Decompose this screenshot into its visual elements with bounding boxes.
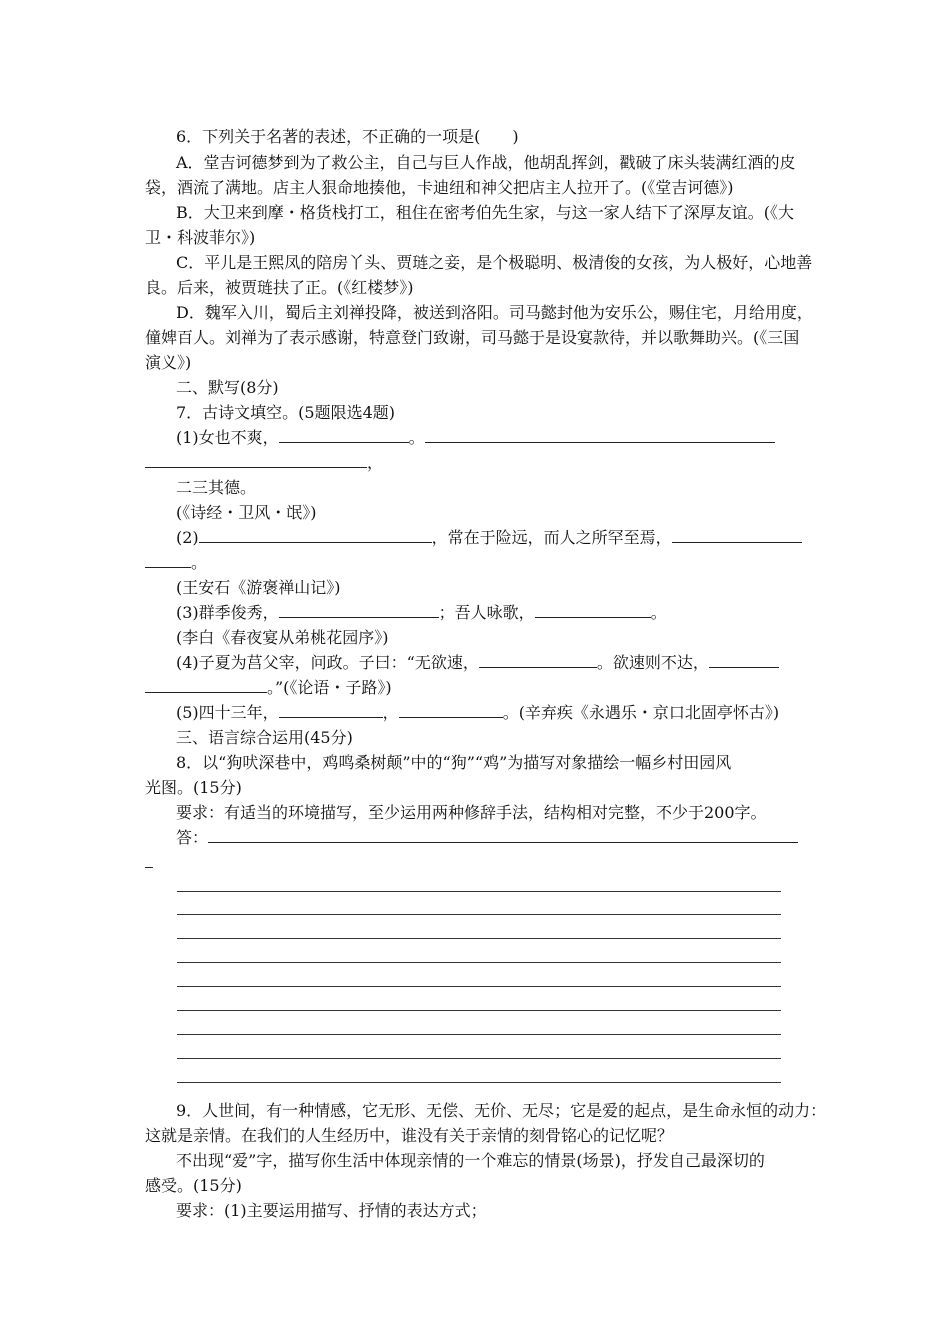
answer-blank[interactable] [145,552,191,568]
answer-blank[interactable] [672,527,802,543]
q6-option-c-line1: C．平儿是王熙凤的陪房丫头、贾琏之妾，是个极聪明、极清俊的女孩，为人极好，心地善 [176,253,813,272]
q7-item-3-source: (李白《春夜宴从弟桃花园序》) [176,628,389,647]
q9-task-line1: 不出现“爱”字，描写你生活中体现亲情的一个难忘的情景(场景)，抒发自己最深切的 [176,1151,765,1170]
writing-line[interactable] [177,1010,781,1011]
q7-item-4 [176,651,779,675]
q7-item-3-end: 。 [650,603,667,622]
answer-blank[interactable] [208,827,798,843]
answer-blank[interactable] [279,702,383,718]
writing-line[interactable] [177,1082,781,1083]
writing-line[interactable] [177,986,781,987]
q8-answer-label [176,826,798,850]
q7-item-1 [176,426,775,450]
section-2-heading: 二、默写(8分) [176,378,279,397]
q7-item-5-start: (5)四十三年， [176,703,279,722]
q7-item-4-start: (4)子夏为莒父宰，问政。子曰：“无欲速， [176,653,479,672]
answer-blank[interactable] [479,652,597,668]
q9-requirement: 要求：(1)主要运用描写、抒情的表达方式； [176,1201,487,1220]
answer-blank[interactable] [279,602,439,618]
answer-blank[interactable] [145,677,267,693]
q7-item-4-cont [145,676,392,700]
q7-item-2-source: (王安石《游褒禅山记》) [176,578,341,597]
q7-item-2-end: 。 [191,553,208,572]
q7-item-2-mid: ，常在于险远，而人之所罕至焉， [431,528,672,547]
q9-stem-line2: 这就是亲情。在我们的人生经历中，谁没有关于亲情的刻骨铭心的记忆呢？ [145,1126,674,1145]
q7-item-1-end: ， [367,453,384,472]
q9-task-line2: 感受。(15分) [145,1176,242,1195]
answer-blank[interactable] [145,452,367,468]
q6-stem: 6．下列关于名著的表述，不正确的一项是( ) [176,127,519,146]
q7-item-5-end: 。(辛弃疾《永遇乐・京口北固亭怀古》) [502,703,780,722]
q7-item-1-source: (《诗经・卫风・氓》) [176,503,317,522]
q6-option-a-line1: A．堂吉诃德梦到为了救公主，自己与巨人作战，他胡乱挥剑，戳破了床头装满红酒的皮 [176,153,796,172]
writing-line[interactable] [177,1058,781,1059]
q7-item-2 [176,526,802,550]
q9-stem-line1: 9．人世间，有一种情感，它无形、无偿、无价、无尽；它是爱的起点，是生命永恒的动力： [176,1101,827,1120]
q7-item-3 [176,601,667,625]
q7-stem: 7．古诗文填空。(5题限选4题) [176,403,396,422]
answer-blank[interactable] [709,652,779,668]
answer-blank[interactable] [399,702,503,718]
q7-item-4-mid: 。欲速则不达， [596,653,709,672]
answer-blank[interactable] [535,602,651,618]
q7-item-3-mid: ；吾人咏歌， [438,603,535,622]
q6-option-a-line2: 袋，酒流了满地。店主人狠命地揍他，卡迪纽和神父把店主人拉开了。(《堂吉诃德》) [145,178,734,197]
q6-option-d-line2: 僮婢百人。刘禅为了表示感谢，特意登门致谢，司马懿于是设宴款待，并以歌舞助兴。(《三国 [145,328,800,347]
q6-option-b-line1: B．大卫来到摩・格货栈打工，租住在密考伯先生家，与这一家人结下了深厚友谊。(《大 [176,203,795,222]
writing-line[interactable] [177,938,781,939]
section-3-heading: 三、语言综合运用(45分) [176,728,353,747]
q7-item-2-start: (2) [176,528,199,547]
q7-item-1-mid: 。 [408,428,425,447]
q6-option-d-line1: D．魏军入川，蜀后主刘禅投降，被送到洛阳。司马懿封他为安乐公，赐住宅，月给用度， [176,303,813,322]
q6-option-c-line2: 良。后来，被贾琏扶了正。(《红楼梦》) [145,278,414,297]
answer-blank[interactable] [199,527,432,543]
q7-item-1-line3: 二三其德。 [176,478,257,497]
q8-stem-line2: 光图。(15分) [145,778,242,797]
q7-item-5-mid: ， [382,703,399,722]
q7-item-3-start: (3)群季俊秀， [176,603,279,622]
q8-requirement: 要求：有适当的环境描写，至少运用两种修辞手法，结构相对完整，不少于200字。 [176,803,767,822]
answer-blank[interactable] [145,852,153,868]
q7-item-1-start: (1)女也不爽， [176,428,279,447]
q8-stem-line1: 8．以“狗吠深巷中，鸡鸣桑树颠”中的“狗”“鸡”为描写对象描绘一幅乡村田园风 [176,753,732,772]
writing-line[interactable] [177,914,781,915]
writing-line[interactable] [177,962,781,963]
answer-blank[interactable] [425,427,775,443]
writing-line[interactable] [177,1034,781,1035]
q7-item-5 [176,701,779,725]
answer-label: 答： [176,828,209,847]
q7-item-1-cont [145,451,383,475]
answer-blank[interactable] [279,427,409,443]
q6-option-b-line2: 卫・科波菲尔》) [145,228,256,247]
q6-option-d-line3: 演义》) [145,353,192,372]
q7-item-2-cont [145,551,207,575]
writing-line[interactable] [177,891,781,892]
q8-answer-stub [145,851,153,875]
q7-item-4-end: 。”(《论语・子路》) [267,678,392,697]
